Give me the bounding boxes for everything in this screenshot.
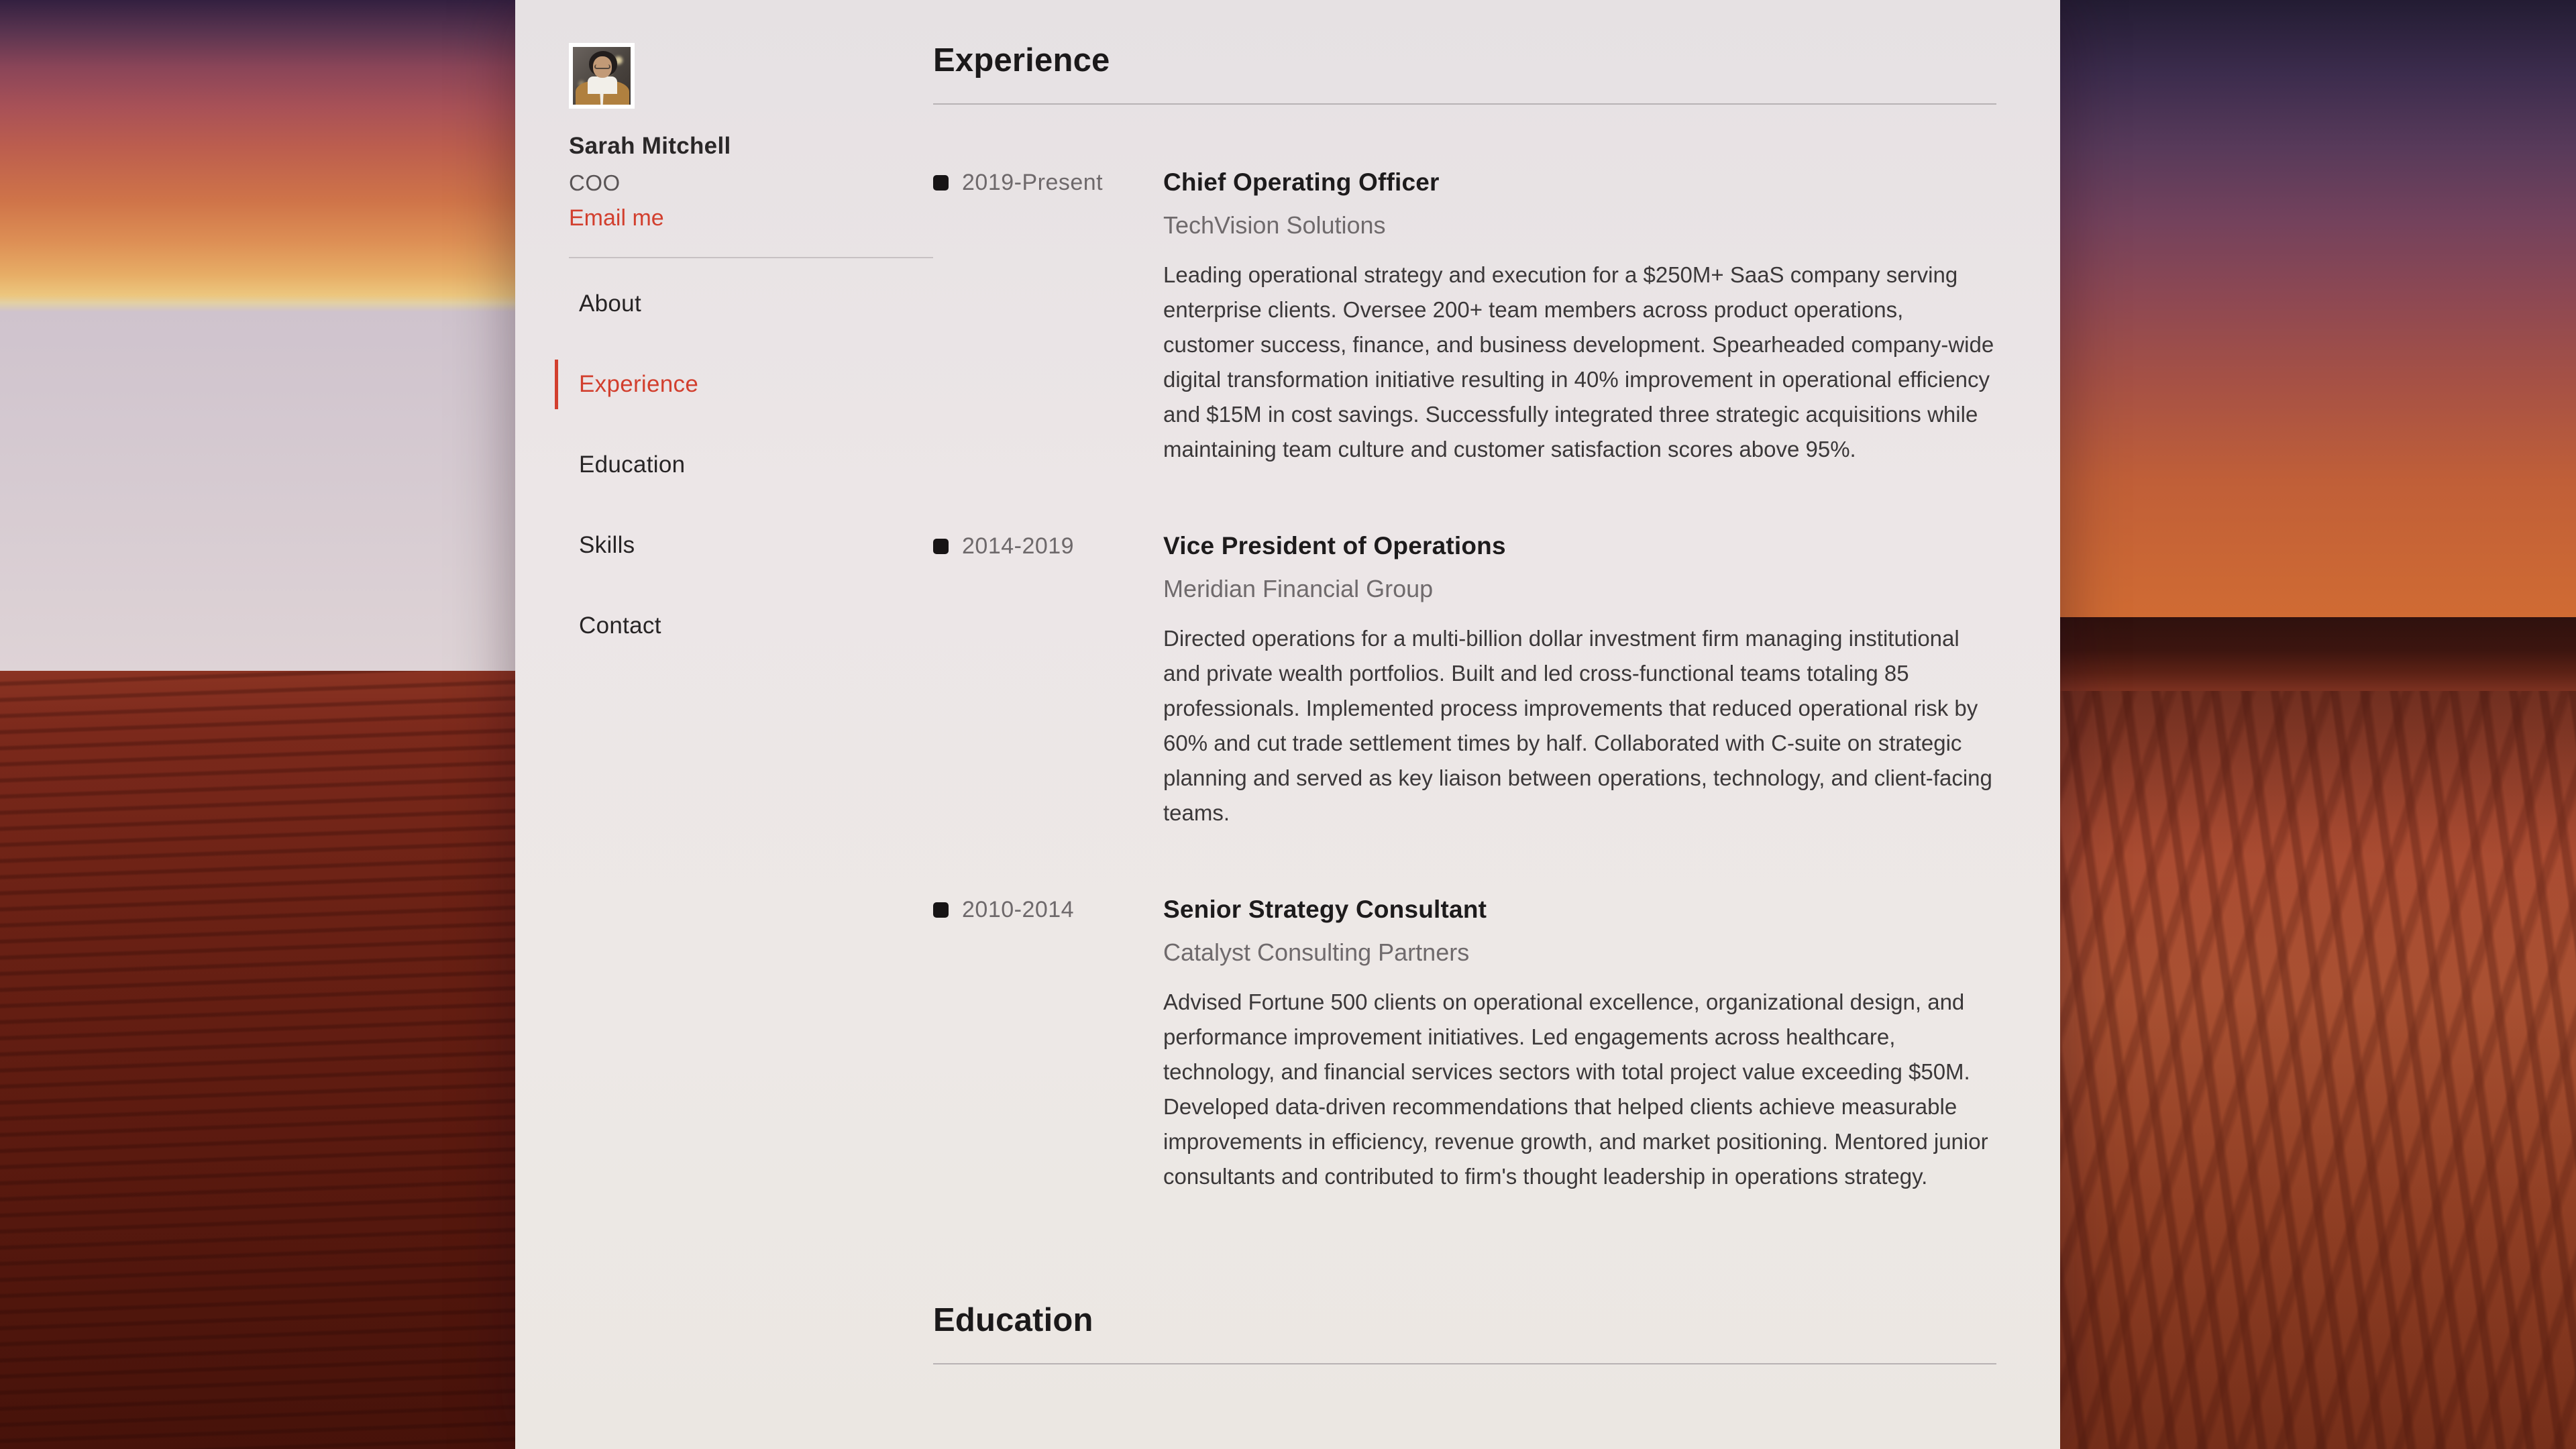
company-name: TechVision Solutions: [1163, 211, 1386, 239]
entry-content: [1163, 531, 1996, 830]
profile-name: Sarah Mitchell: [569, 133, 731, 159]
active-indicator-bar: [555, 360, 558, 409]
experience-entry: [933, 531, 1996, 830]
job-description: Leading operational strategy and execution for a $250M+ SaaS company serving enterprise clients. Oversee 200+ team members across product operations, customer success, finance, and business development. Spearheaded company-wide digital transformation initiative resulting in 40% improvement in operational efficiency and $15M in cost savings. Successfully integrated three strategic acquisitions while maintaining team culture and customer satisfaction scores above 95%.: [1163, 262, 1994, 462]
job-description: Advised Fortune 500 clients on operational excellence, organizational design, and performance improvement initiatives. Led engagements across healthcare, technology, and financial services sectors with total project value exceeding $50M. Developed data-driven recommendations that helped clients achieve measurable improvements in efficiency, revenue growth, and market positioning. Mentored junior consultants and contributed to firm's thought leadership in operations strategy.: [1163, 989, 1988, 1189]
profile-photo: [569, 43, 635, 109]
portrait-glasses: [594, 64, 610, 69]
sidebar-item-education[interactable]: [569, 425, 685, 505]
rippled-sand-right: [2060, 691, 2576, 1449]
experience-entry: [933, 168, 1996, 467]
section-divider: [933, 103, 1996, 105]
nav-label: Experience: [579, 371, 699, 397]
desert-background-right: [2060, 0, 2576, 1449]
nav-label: About: [579, 290, 641, 317]
education-heading: Education: [933, 1302, 1093, 1338]
square-bullet-icon: [933, 539, 949, 554]
dune-ridge: [2060, 617, 2576, 691]
resume-card: [515, 0, 2060, 1449]
period-label: 2010-2014: [962, 897, 1075, 922]
job-title: Chief Operating Officer: [1163, 168, 1440, 196]
job-title: Vice President of Operations: [1163, 532, 1506, 559]
rippled-sand-left: [0, 671, 515, 1449]
nav-label: Education: [579, 451, 686, 478]
job-description: Directed operations for a multi-billion dollar investment firm managing institutional and private wealth portfolios. Built and led cross-functional teams totaling 85 professionals. Implemented process improvements that reduced operational risk by 60% and cut trade settlement times by half. Collaborated with C-suite on strategic planning and served as key liaison between operations, technology, and client-facing teams.: [1163, 626, 1992, 825]
education-section: [933, 1301, 1996, 1364]
profile-title: COO: [569, 170, 621, 195]
sidebar-item-about[interactable]: [569, 264, 641, 344]
entry-period: [933, 895, 1163, 924]
sidebar-item-contact[interactable]: [569, 586, 661, 666]
section-divider: [933, 1363, 1996, 1364]
nav-label: Skills: [579, 532, 635, 558]
job-title: Senior Strategy Consultant: [1163, 896, 1487, 923]
sunset-sky-right: [2060, 0, 2576, 617]
company-name: Catalyst Consulting Partners: [1163, 938, 1470, 966]
sidebar-item-experience[interactable]: [569, 344, 698, 425]
sunset-sky-left: [0, 0, 515, 671]
square-bullet-icon: [933, 175, 949, 191]
entry-period: [933, 531, 1163, 561]
entry-content: [1163, 895, 1996, 1194]
sidebar-item-skills[interactable]: [569, 505, 635, 586]
sidebar-divider: [569, 257, 933, 258]
period-label: 2019-Present: [962, 170, 1104, 195]
experience-section: [933, 42, 1996, 1194]
desert-background-left: [0, 0, 515, 1449]
square-bullet-icon: [933, 902, 949, 918]
experience-heading: Experience: [933, 42, 1110, 78]
sidebar-nav: [569, 264, 933, 666]
entry-period: [933, 168, 1163, 197]
email-link[interactable]: Email me: [569, 205, 664, 231]
portrait-collar: [588, 76, 617, 94]
experience-entry: [933, 895, 1996, 1194]
nav-label: Contact: [579, 612, 661, 639]
entry-content: [1163, 168, 1996, 467]
main-content: [933, 0, 2060, 1449]
period-label: 2014-2019: [962, 533, 1075, 559]
company-name: Meridian Financial Group: [1163, 575, 1434, 602]
sidebar: [515, 0, 933, 1449]
